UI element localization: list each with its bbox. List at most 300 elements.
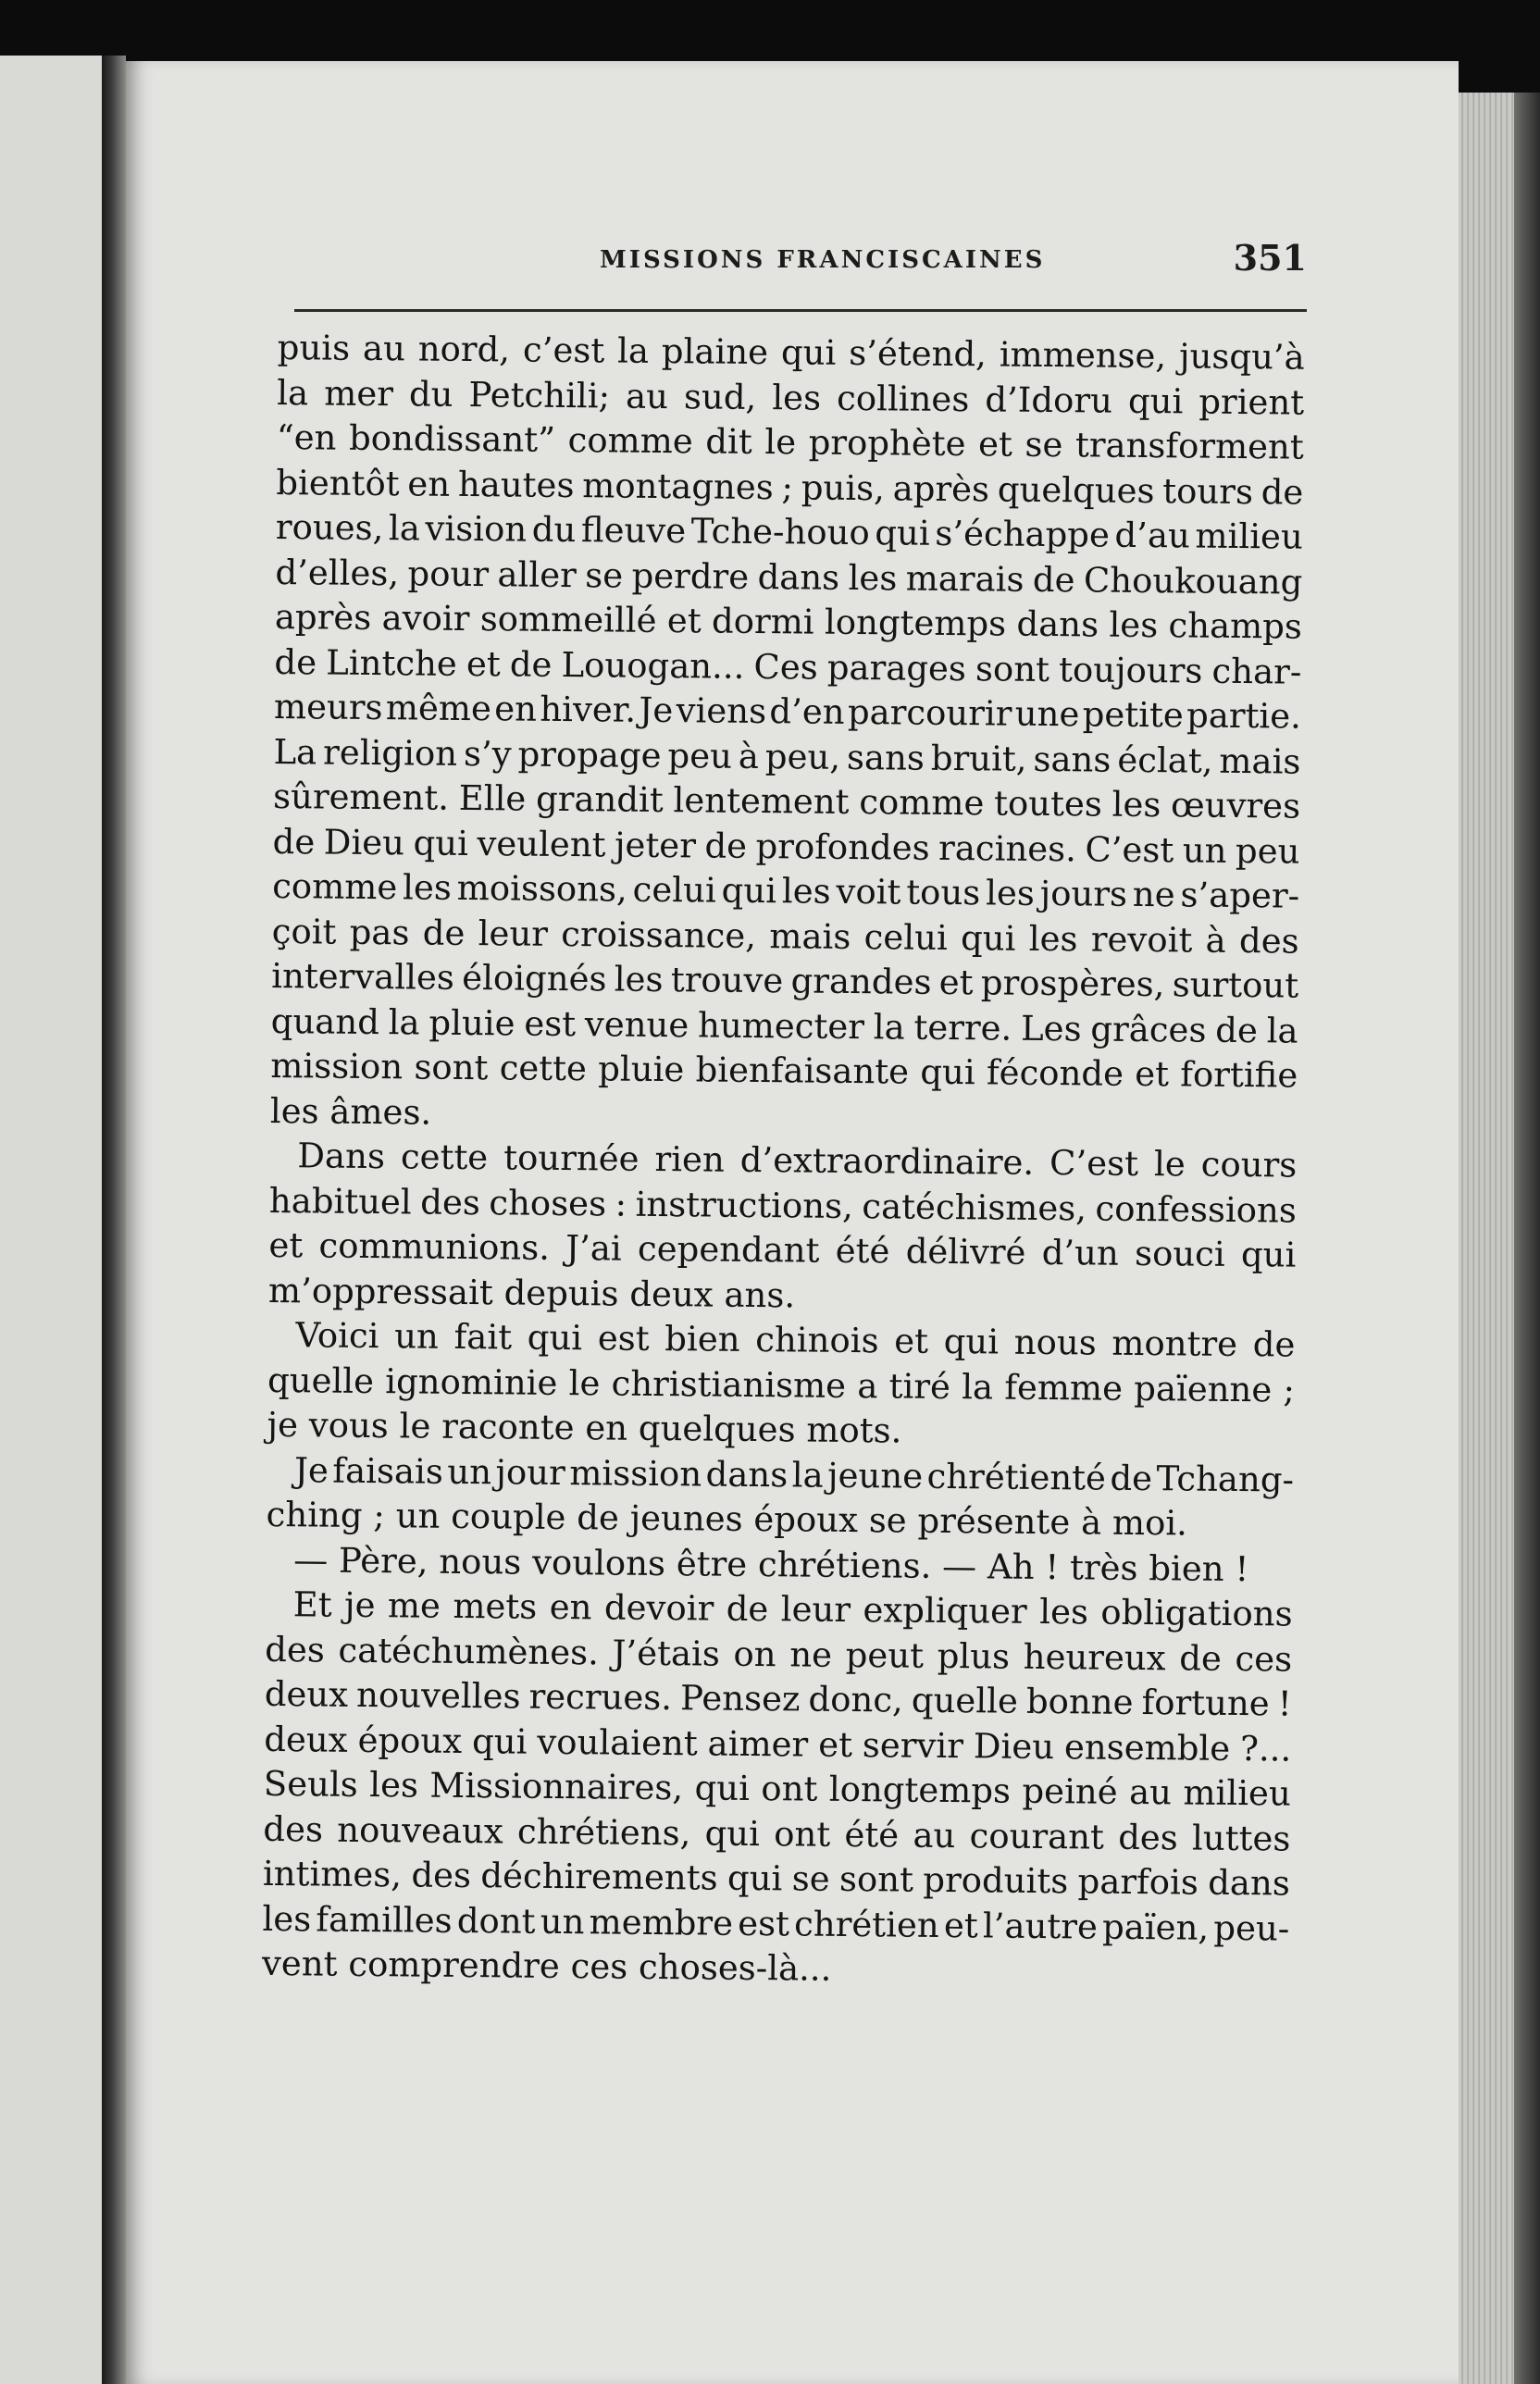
word: a — [857, 1365, 878, 1406]
word: bien — [664, 1319, 740, 1360]
word: Dans — [297, 1136, 386, 1177]
word: ; — [373, 1496, 386, 1536]
word: dont — [456, 1900, 536, 1942]
word: d’en — [769, 691, 845, 732]
word: de — [422, 913, 466, 953]
word: Dieu — [973, 1725, 1055, 1767]
word: comprendre — [348, 1943, 560, 1987]
word: grandit — [535, 778, 664, 821]
word: sûrement. — [272, 776, 450, 818]
word: Petchili; — [468, 374, 611, 416]
word: Pensez — [679, 1678, 801, 1720]
word: celui — [863, 916, 949, 958]
word: un — [395, 1496, 441, 1536]
word: puis, — [801, 466, 886, 508]
word: Les — [1020, 1008, 1082, 1049]
word: chrétienté — [926, 1456, 1107, 1498]
word: d’Idoru — [985, 379, 1113, 421]
word: la — [873, 1006, 905, 1048]
word: de — [1179, 1637, 1223, 1679]
word: dans — [705, 1453, 789, 1495]
word: époux — [357, 1720, 463, 1761]
word: de — [274, 641, 317, 682]
word: du — [408, 373, 453, 415]
word: des — [420, 1182, 481, 1223]
word: peu, — [764, 736, 841, 777]
word: parcourir — [847, 691, 1012, 734]
word: après — [274, 596, 372, 638]
word: char- — [1211, 651, 1302, 692]
word: et — [817, 1724, 853, 1765]
word: peiné — [1022, 1770, 1118, 1812]
word: bien — [1149, 1547, 1224, 1589]
word: servir — [862, 1724, 964, 1766]
word: toutes — [993, 783, 1103, 825]
word: parfois — [1077, 1861, 1199, 1903]
word: les — [985, 873, 1036, 913]
word: quand — [270, 1000, 380, 1042]
word: chrétien — [793, 1903, 939, 1945]
word: leur — [780, 1589, 851, 1631]
word: jours — [1039, 873, 1128, 914]
word: fleuve — [580, 510, 687, 552]
word: surtout — [1172, 964, 1299, 1006]
word: moissons, — [456, 867, 627, 910]
word: qui — [780, 332, 837, 373]
word: pluie — [598, 1049, 685, 1090]
word: l’autre — [982, 1905, 1099, 1947]
word: — — [941, 1546, 977, 1586]
word: intervalles — [271, 955, 455, 998]
word: se — [868, 1500, 907, 1541]
word: au — [913, 1815, 956, 1856]
word: ching — [266, 1494, 363, 1535]
word: je — [343, 1584, 376, 1626]
word: de — [509, 643, 553, 685]
word: puis — [277, 327, 351, 368]
word: éloignés — [462, 957, 607, 1000]
word: c’est — [522, 329, 605, 371]
word: C’est — [1085, 828, 1174, 870]
word: obligations — [1100, 1592, 1293, 1634]
word: est — [737, 1903, 790, 1943]
word: racines. — [938, 827, 1077, 869]
word: chrétiens. — [757, 1544, 932, 1586]
word: les — [772, 377, 822, 418]
word: Voici — [295, 1315, 379, 1357]
word: aimer — [707, 1723, 809, 1765]
word: mais — [1219, 740, 1301, 782]
word: de — [1032, 559, 1075, 600]
word: dans — [757, 556, 840, 598]
word: Je — [293, 1449, 329, 1491]
word: rien — [654, 1138, 725, 1180]
word: plus — [937, 1635, 1011, 1677]
word: qui — [694, 1768, 751, 1808]
word: cours — [1200, 1144, 1298, 1186]
word: de — [1110, 1458, 1153, 1498]
word: meurs — [273, 686, 383, 728]
word: deux — [264, 1673, 349, 1715]
word: qui — [721, 870, 777, 912]
word: mais — [769, 915, 851, 957]
word: religion — [322, 731, 458, 774]
word: J’étais — [612, 1633, 721, 1674]
word: vous — [308, 1405, 390, 1447]
word: ?... — [1239, 1728, 1292, 1769]
word: est — [524, 1003, 577, 1044]
word: qui — [943, 1321, 1000, 1362]
word: tous — [906, 872, 981, 913]
word: C’est — [1049, 1143, 1139, 1184]
word: membre — [589, 1901, 734, 1943]
previous-page-edge — [0, 56, 102, 2384]
word: les — [1039, 1591, 1089, 1633]
word: instructions, — [635, 1184, 854, 1226]
word: depuis — [503, 1272, 619, 1314]
word: un — [1182, 829, 1227, 871]
word: champs — [1168, 605, 1303, 647]
word: confessions — [1095, 1188, 1298, 1231]
word: catéchumènes. — [338, 1630, 600, 1672]
word: voulaient — [537, 1721, 698, 1763]
word: tours — [1162, 470, 1254, 512]
word: le — [568, 1362, 601, 1403]
word: plaine — [661, 330, 769, 373]
word: la — [388, 1001, 420, 1043]
word: Tche-houo — [690, 511, 870, 553]
word: trouve — [670, 960, 784, 1001]
word: Louogan... — [561, 644, 745, 687]
word: qui — [920, 1051, 975, 1093]
word: païen, — [1101, 1906, 1210, 1948]
word: de — [1252, 1324, 1296, 1365]
word: ne — [789, 1633, 833, 1675]
word: longtemps — [828, 1769, 1012, 1811]
word: bienfaisante — [695, 1049, 910, 1092]
word: et — [977, 424, 1013, 465]
word: donc, — [808, 1679, 904, 1720]
word: peu — [1235, 830, 1300, 872]
word: d’au — [1114, 515, 1191, 556]
word: la — [388, 508, 421, 549]
word: se — [791, 1858, 830, 1899]
word: des — [1238, 920, 1299, 962]
word: quelle — [911, 1680, 1019, 1721]
word: sont — [838, 1858, 914, 1900]
body-text — [262, 326, 1305, 1996]
word: à — [738, 736, 760, 776]
word: moi. — [1112, 1502, 1188, 1544]
header-rule — [294, 309, 1307, 312]
word: qui — [1240, 1235, 1297, 1275]
word: de — [1261, 471, 1304, 513]
word: Ces — [753, 646, 818, 688]
word: venue — [584, 1003, 689, 1045]
word: courant — [969, 1815, 1105, 1857]
word: me — [387, 1585, 441, 1626]
word: au — [1128, 1771, 1173, 1813]
word: les — [781, 871, 831, 912]
word: les — [1109, 604, 1159, 646]
word: La — [273, 731, 317, 772]
word: la — [277, 372, 309, 413]
word: au — [625, 376, 669, 416]
word: chrétiens, — [516, 1811, 691, 1853]
word: des — [1117, 1817, 1178, 1857]
word: de — [577, 1497, 620, 1538]
word: qui — [527, 1317, 583, 1359]
word: deux — [629, 1273, 714, 1315]
word: et — [466, 643, 501, 684]
word: avoir — [381, 598, 470, 639]
word: deux — [264, 1719, 348, 1760]
word: les — [402, 867, 453, 908]
word: les — [1028, 918, 1078, 959]
word: très — [1069, 1546, 1138, 1588]
word: ignominie — [385, 1360, 558, 1403]
word: ! — [1277, 1683, 1292, 1724]
word: longtemps — [824, 602, 1007, 644]
word: devoir — [603, 1587, 714, 1629]
word: produits — [923, 1859, 1069, 1902]
word: prospères, — [980, 962, 1165, 1005]
word: milieu — [1195, 515, 1303, 557]
word: croissance, — [561, 913, 757, 956]
word: jour — [495, 1451, 566, 1493]
word: en — [585, 1408, 628, 1448]
word: s’y — [463, 733, 512, 774]
word: ont — [761, 1769, 818, 1809]
word: terre. — [913, 1007, 1012, 1049]
word: expliquer — [863, 1590, 1027, 1632]
word: s’aper- — [1180, 875, 1300, 916]
word: viens — [676, 690, 767, 732]
word: mission — [569, 1452, 702, 1494]
word: Seuls — [263, 1763, 358, 1805]
word: se — [1025, 424, 1063, 466]
word: un — [540, 1901, 585, 1942]
word: femme — [1004, 1367, 1124, 1409]
word: les — [269, 1090, 319, 1131]
word: mots. — [806, 1409, 902, 1451]
word: grâces — [1090, 1008, 1207, 1050]
word: vision — [425, 508, 528, 550]
word: éclat, — [1117, 739, 1213, 781]
word: hautes — [457, 464, 575, 505]
word: nouveaux — [337, 1809, 503, 1851]
word: mer — [324, 372, 394, 414]
word: bonne — [1025, 1681, 1134, 1722]
word: Je — [639, 689, 674, 731]
page-edges-shadow — [1514, 93, 1540, 2384]
word: la — [1266, 1010, 1298, 1051]
word: quelle — [267, 1360, 375, 1401]
word: des — [265, 1629, 326, 1670]
running-head — [294, 231, 1307, 296]
word: Choukouang — [1083, 559, 1303, 602]
word: celui — [632, 869, 716, 911]
word: marais — [905, 558, 1025, 600]
word: âmes. — [329, 1091, 432, 1133]
word: “en — [276, 416, 337, 458]
binding-gutter — [102, 56, 126, 2384]
word: Tchang- — [1156, 1458, 1295, 1500]
word: dans — [1016, 603, 1099, 645]
word: dormi — [711, 601, 814, 642]
word: qui — [1127, 380, 1184, 421]
word: ans. — [724, 1274, 796, 1315]
word: qui — [413, 822, 469, 863]
word: à — [1205, 920, 1226, 961]
word: pour — [407, 553, 490, 594]
word: du — [531, 509, 577, 551]
word: ensemble — [1063, 1726, 1231, 1769]
word: communions. — [318, 1225, 551, 1268]
word: le — [1153, 1144, 1186, 1185]
word: été — [844, 1814, 900, 1856]
word: Missionnaires, — [429, 1765, 684, 1808]
word: peu- — [1213, 1907, 1290, 1949]
word: fortifie — [1180, 1054, 1298, 1096]
word: pluie — [428, 1002, 515, 1043]
word: roues, — [275, 506, 384, 549]
word: qui — [704, 1813, 761, 1854]
word: leur — [478, 913, 549, 954]
word: ! — [1045, 1546, 1060, 1587]
word: — — [292, 1539, 329, 1581]
word: : — [615, 1184, 627, 1224]
word: ! — [1235, 1548, 1249, 1589]
word: tiré — [888, 1365, 951, 1407]
word: et — [1135, 1053, 1170, 1095]
word: cette — [499, 1048, 588, 1089]
word: habituel — [268, 1180, 412, 1222]
word: qui — [471, 1720, 528, 1762]
word: à — [1080, 1502, 1102, 1543]
word: nous — [1013, 1322, 1097, 1363]
word: époux — [753, 1498, 859, 1541]
word: se — [585, 554, 624, 596]
word: les — [614, 959, 664, 1000]
word: de — [704, 825, 748, 866]
word: ; — [781, 466, 794, 507]
word: recrues. — [528, 1676, 673, 1719]
word: les — [262, 1898, 312, 1939]
word: sont — [414, 1047, 489, 1088]
word: perdre — [631, 555, 750, 597]
word: féconde — [986, 1052, 1124, 1094]
word: les — [848, 557, 898, 598]
word: luttes — [1191, 1818, 1291, 1859]
word: un — [394, 1316, 440, 1357]
word: humecter — [697, 1004, 865, 1047]
word: Et — [292, 1584, 332, 1625]
word: catéchismes, — [862, 1186, 1087, 1228]
word: s’échappe — [935, 513, 1111, 555]
word: de — [272, 821, 316, 862]
word: peu — [667, 735, 733, 776]
word: en — [407, 463, 451, 504]
word: qui — [960, 917, 1016, 959]
word: souci — [1134, 1233, 1225, 1274]
word: hiver. — [540, 689, 637, 730]
word: bondissant” — [348, 417, 556, 460]
word: cependant — [637, 1228, 820, 1271]
word: faisais — [332, 1450, 444, 1492]
word: et — [666, 601, 702, 641]
word: bientôt — [276, 462, 400, 503]
word: des — [411, 1855, 472, 1896]
word: les — [369, 1765, 419, 1806]
word: çoit — [271, 911, 337, 952]
word: veulent — [477, 823, 606, 864]
word: en — [494, 689, 538, 729]
word: raconte — [441, 1406, 575, 1448]
word: et — [943, 1905, 978, 1945]
word: d’un — [1041, 1232, 1120, 1273]
word: sans — [846, 737, 925, 778]
word: une — [1014, 693, 1080, 735]
word: comme — [859, 782, 985, 824]
word: Père, — [338, 1540, 428, 1582]
word: dit — [705, 421, 752, 462]
word: et — [268, 1224, 304, 1266]
word: la — [961, 1366, 994, 1407]
word: comme — [567, 420, 693, 462]
word: présente — [917, 1500, 1071, 1543]
word: grandes — [790, 961, 932, 1002]
word: la — [616, 330, 650, 371]
word: être — [676, 1543, 748, 1584]
running-title: MISSIONS FRANCISCAINES — [600, 246, 1046, 274]
word: les — [1112, 784, 1161, 826]
word: chinois — [755, 1320, 879, 1361]
word: aller — [497, 553, 577, 595]
word: revoit — [1090, 918, 1193, 961]
word: voit — [836, 871, 901, 913]
word: intimes, — [262, 1853, 403, 1895]
word: de — [726, 1588, 769, 1630]
word: prophète — [808, 422, 966, 465]
word: montagnes — [582, 465, 774, 507]
word: après — [892, 467, 990, 509]
word: qui — [875, 513, 930, 553]
word: m’oppressait — [267, 1270, 494, 1312]
word: et — [894, 1321, 929, 1361]
word: sans — [1033, 739, 1112, 780]
word: quelques — [997, 468, 1155, 511]
word: Dieu — [323, 822, 405, 863]
word: d’elles, — [275, 552, 400, 593]
word: familles — [316, 1898, 453, 1941]
word: et — [938, 962, 974, 1003]
word: jeter — [614, 825, 697, 865]
word: sommeillé — [479, 599, 657, 640]
word: J’ai — [565, 1228, 622, 1269]
word: est — [597, 1318, 650, 1359]
word: au — [362, 328, 406, 369]
word: jeune — [826, 1455, 924, 1496]
word: en — [549, 1586, 592, 1628]
word: même — [385, 688, 492, 729]
word: Ah — [987, 1546, 1035, 1587]
word: lentement — [673, 780, 850, 822]
word: déchirements — [480, 1856, 718, 1898]
word: profondes — [755, 826, 930, 868]
word: œuvres — [1170, 785, 1301, 826]
word: immense, — [999, 334, 1167, 377]
